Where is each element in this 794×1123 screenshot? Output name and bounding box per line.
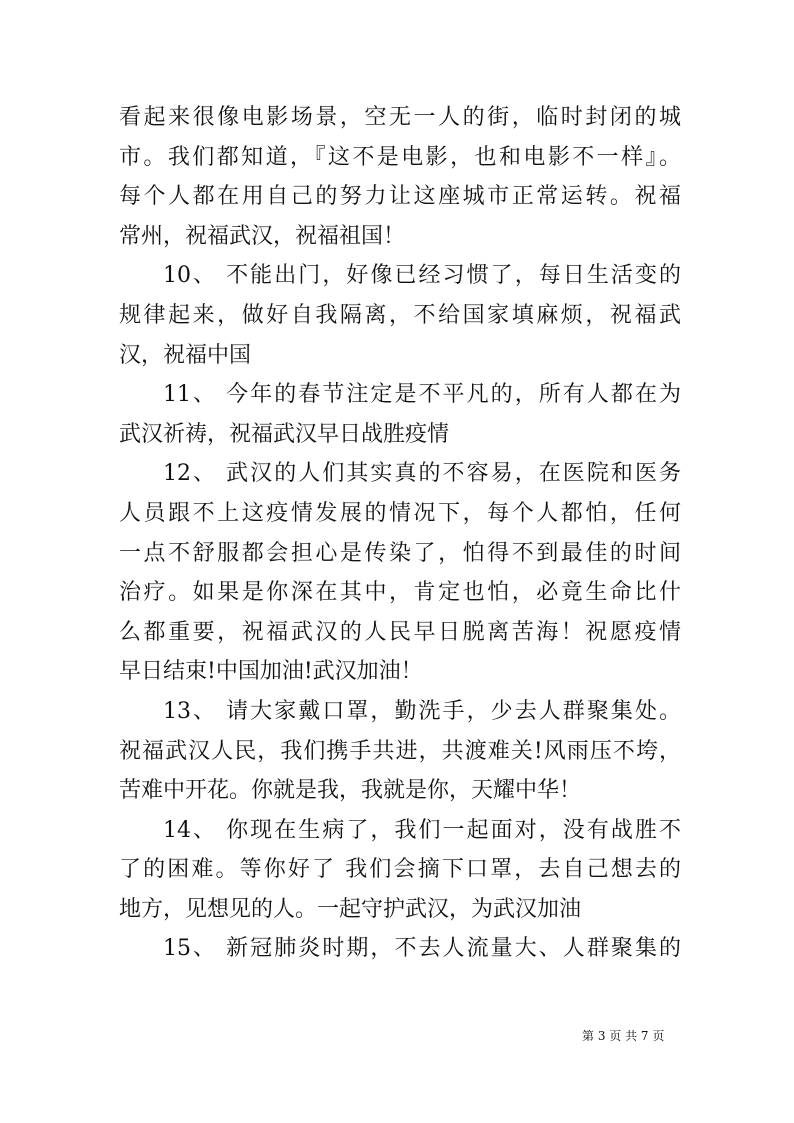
paragraph — [119, 929, 681, 969]
paragraph — [119, 692, 681, 811]
text-line: 人员跟不上这疫情发展的情况下，每个人都怕，任何 — [119, 500, 681, 526]
text-line: 汉，祝福中国 — [119, 342, 252, 368]
paragraph — [119, 454, 681, 692]
paragraph — [119, 375, 681, 454]
text-line: 么都重要，祝福武汉的人民早日脱离苦海！祝愿疫情 — [119, 619, 681, 645]
text-line: 地方，见想见的人。一起守护武汉，为武汉加油 — [119, 896, 582, 922]
text-line: 武汉祈祷，祝福武汉早日战胜疫情 — [119, 421, 450, 447]
text-line: 13、 请大家戴口罩，勤洗手，少去人群聚集处。 — [163, 698, 681, 724]
text-line: 治疗。如果是你深在其中，肯定也怕，必竟生命比什 — [119, 580, 681, 606]
text-line: 15、 新冠肺炎时期，不去人流量大、人群聚集的 — [163, 936, 681, 962]
text-line: 常州，祝福武汉，祝福祖国！ — [119, 223, 406, 249]
text-line: 早日结束!中国加油!武汉加油！ — [119, 659, 423, 685]
text-line: 祝福武汉人民，我们携手共进，共渡难关!风雨压不垮， — [119, 738, 681, 764]
paragraph — [119, 98, 681, 256]
text-line: 苦难中开花。你就是我，我就是你，天耀中华！ — [119, 778, 582, 804]
document-body — [119, 98, 681, 969]
text-line: 市。我们都知道，『这不是电影，也和电影不一样』。 — [119, 144, 681, 170]
text-line: 规律起来，做好自我隔离，不给国家填麻烦，祝福武 — [119, 302, 681, 328]
text-line: 了的困难。等你好了 我们会摘下口罩，去自己想去的 — [119, 857, 681, 883]
text-line: 看起来很像电影场景，空无一人的街，临时封闭的城 — [119, 105, 681, 130]
text-line: 11、 今年的春节注定是不平凡的，所有人都在为 — [163, 382, 681, 408]
text-line: 12、 武汉的人们其实真的不容易，在医院和医务 — [163, 461, 681, 487]
text-line: 10、 不能出门，好像已经习惯了，每日生活变的 — [163, 263, 681, 289]
paragraph — [119, 256, 681, 375]
text-line: 每个人都在用自己的努力让这座城市正常运转。祝福 — [119, 184, 681, 210]
text-line: 一点不舒服都会担心是传染了，怕得不到最佳的时间 — [119, 540, 681, 566]
paragraph — [119, 811, 681, 930]
page-number: 第 3 页 共 7 页 — [582, 1029, 665, 1043]
text-line: 14、 你现在生病了，我们一起面对，没有战胜不 — [163, 817, 681, 843]
